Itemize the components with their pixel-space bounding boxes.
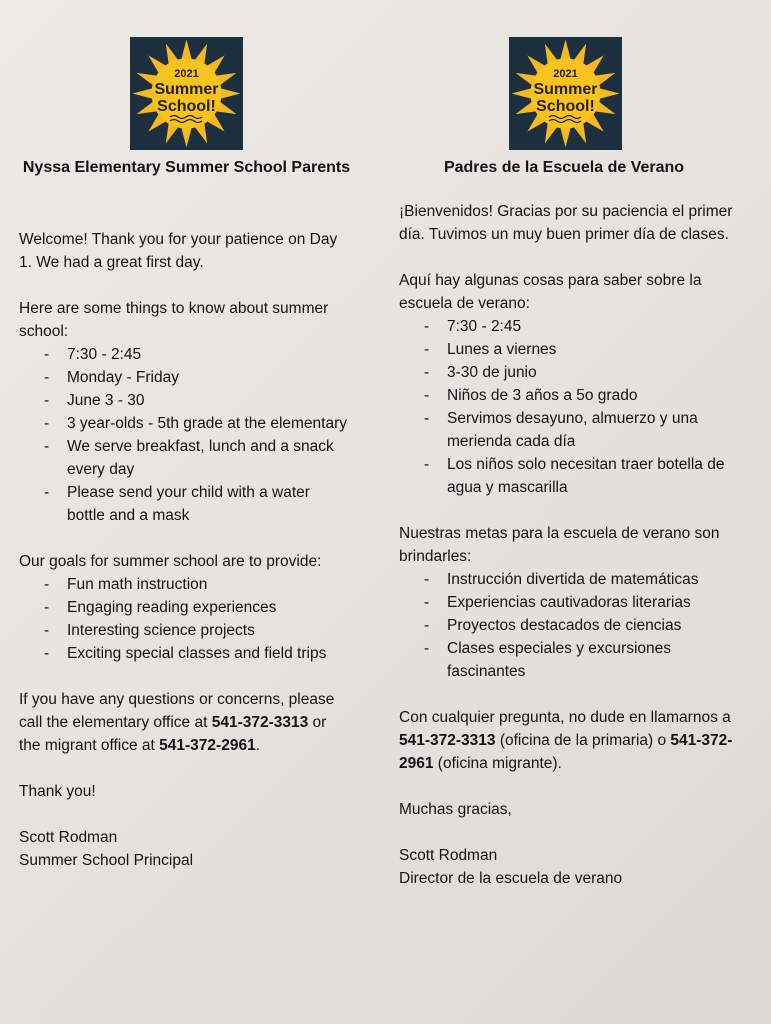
spanish-questions xyxy=(399,706,741,775)
english-goals-list xyxy=(19,573,349,665)
questions-text: If you have any questions or concerns, please call the elementary office at xyxy=(19,691,335,731)
list-item: - 7:30 - 2:45 xyxy=(399,315,741,338)
questions-text: (oficina migrante). xyxy=(433,755,562,772)
list-item: - Exciting special classes and field trips xyxy=(19,642,349,665)
list-item: - Fun math instruction xyxy=(19,573,349,596)
logo-line2: School! xyxy=(536,98,595,115)
summer-school-logo xyxy=(509,37,622,150)
logo-spanish xyxy=(509,37,622,150)
english-title: Nyssa Elementary Summer School Parents xyxy=(22,159,351,176)
spanish-body xyxy=(399,200,741,890)
list-item: - Interesting science projects xyxy=(19,619,349,642)
list-item: - Proyectos destacados de ciencias xyxy=(399,614,741,637)
phone-elementary: 541-372-3313 xyxy=(399,732,496,749)
logo-line2: School! xyxy=(157,98,216,115)
summer-school-logo xyxy=(130,37,243,150)
english-things-intro: Here are some things to know about summer school: xyxy=(19,300,329,340)
english-body xyxy=(19,228,349,872)
questions-text: (oficina de la primaria) o xyxy=(495,732,671,749)
logo-year: 2021 xyxy=(174,68,199,80)
signature-name: Scott Rodman xyxy=(19,829,118,846)
questions-text: . xyxy=(255,737,260,754)
spanish-welcome: ¡Bienvenidos! Gracias por su paciencia el primer día. Tuvimos un muy buen primer día de clases. xyxy=(399,203,733,243)
questions-text: or the migrant office at xyxy=(19,714,327,754)
signature-title: Summer School Principal xyxy=(19,852,194,869)
list-item: - Experiencias cautivadoras literarias xyxy=(399,591,741,614)
phone-migrant: 541-372-2961 xyxy=(399,732,733,772)
list-item: - We serve breakfast, lunch and a snack every day xyxy=(19,435,349,481)
signature-name: Scott Rodman xyxy=(399,847,498,864)
spanish-goals-list xyxy=(399,568,741,683)
list-item: - Monday - Friday xyxy=(19,366,349,389)
logo-year: 2021 xyxy=(553,68,578,80)
list-item: - Niños de 3 años a 5o grado xyxy=(399,384,741,407)
list-item: - Please send your child with a water bottle and a mask xyxy=(19,481,349,527)
logo-line1: Summer xyxy=(154,81,219,98)
phone-migrant: 541-372-2961 xyxy=(159,737,256,754)
english-things-list xyxy=(19,343,349,527)
questions-text: Con cualquier pregunta, no dude en llamarnos a xyxy=(399,709,731,726)
list-item: - Engaging reading experiences xyxy=(19,596,349,619)
phone-elementary: 541-372-3313 xyxy=(211,714,309,731)
logo-line1: Summer xyxy=(533,81,598,98)
logo-english xyxy=(130,37,243,150)
list-item: - 7:30 - 2:45 xyxy=(19,343,349,366)
spanish-thanks: Muchas gracias, xyxy=(399,801,512,818)
english-goals-intro: Our goals for summer school are to provide: xyxy=(19,553,322,570)
spanish-things-intro: Aquí hay algunas cosas para saber sobre la escuela de verano: xyxy=(399,272,702,312)
list-item: - Servimos desayuno, almuerzo y una merienda cada día xyxy=(399,407,741,453)
list-item: - Los niños solo necesitan traer botella de agua y mascarilla xyxy=(399,453,741,499)
spanish-goals-intro: Nuestras metas para la escuela de verano son brindarles: xyxy=(399,525,720,565)
english-welcome: Welcome! Thank you for your patience on Day 1. We had a great first day. xyxy=(19,231,338,271)
spanish-things-list xyxy=(399,315,741,499)
list-item: - 3 year-olds - 5th grade at the elementary xyxy=(19,412,349,435)
spanish-title: Padres de la Escuela de Verano xyxy=(443,159,685,176)
list-item: - June 3 - 30 xyxy=(19,389,349,412)
list-item: - Lunes a viernes xyxy=(399,338,741,361)
list-item: - Instrucción divertida de matemáticas xyxy=(399,568,741,591)
list-item: - 3-30 de junio xyxy=(399,361,741,384)
signature-title: Director de la escuela de verano xyxy=(399,870,623,887)
english-thanks: Thank you! xyxy=(19,783,96,800)
list-item: - Clases especiales y excursiones fascinantes xyxy=(399,637,741,683)
english-questions xyxy=(19,688,349,757)
